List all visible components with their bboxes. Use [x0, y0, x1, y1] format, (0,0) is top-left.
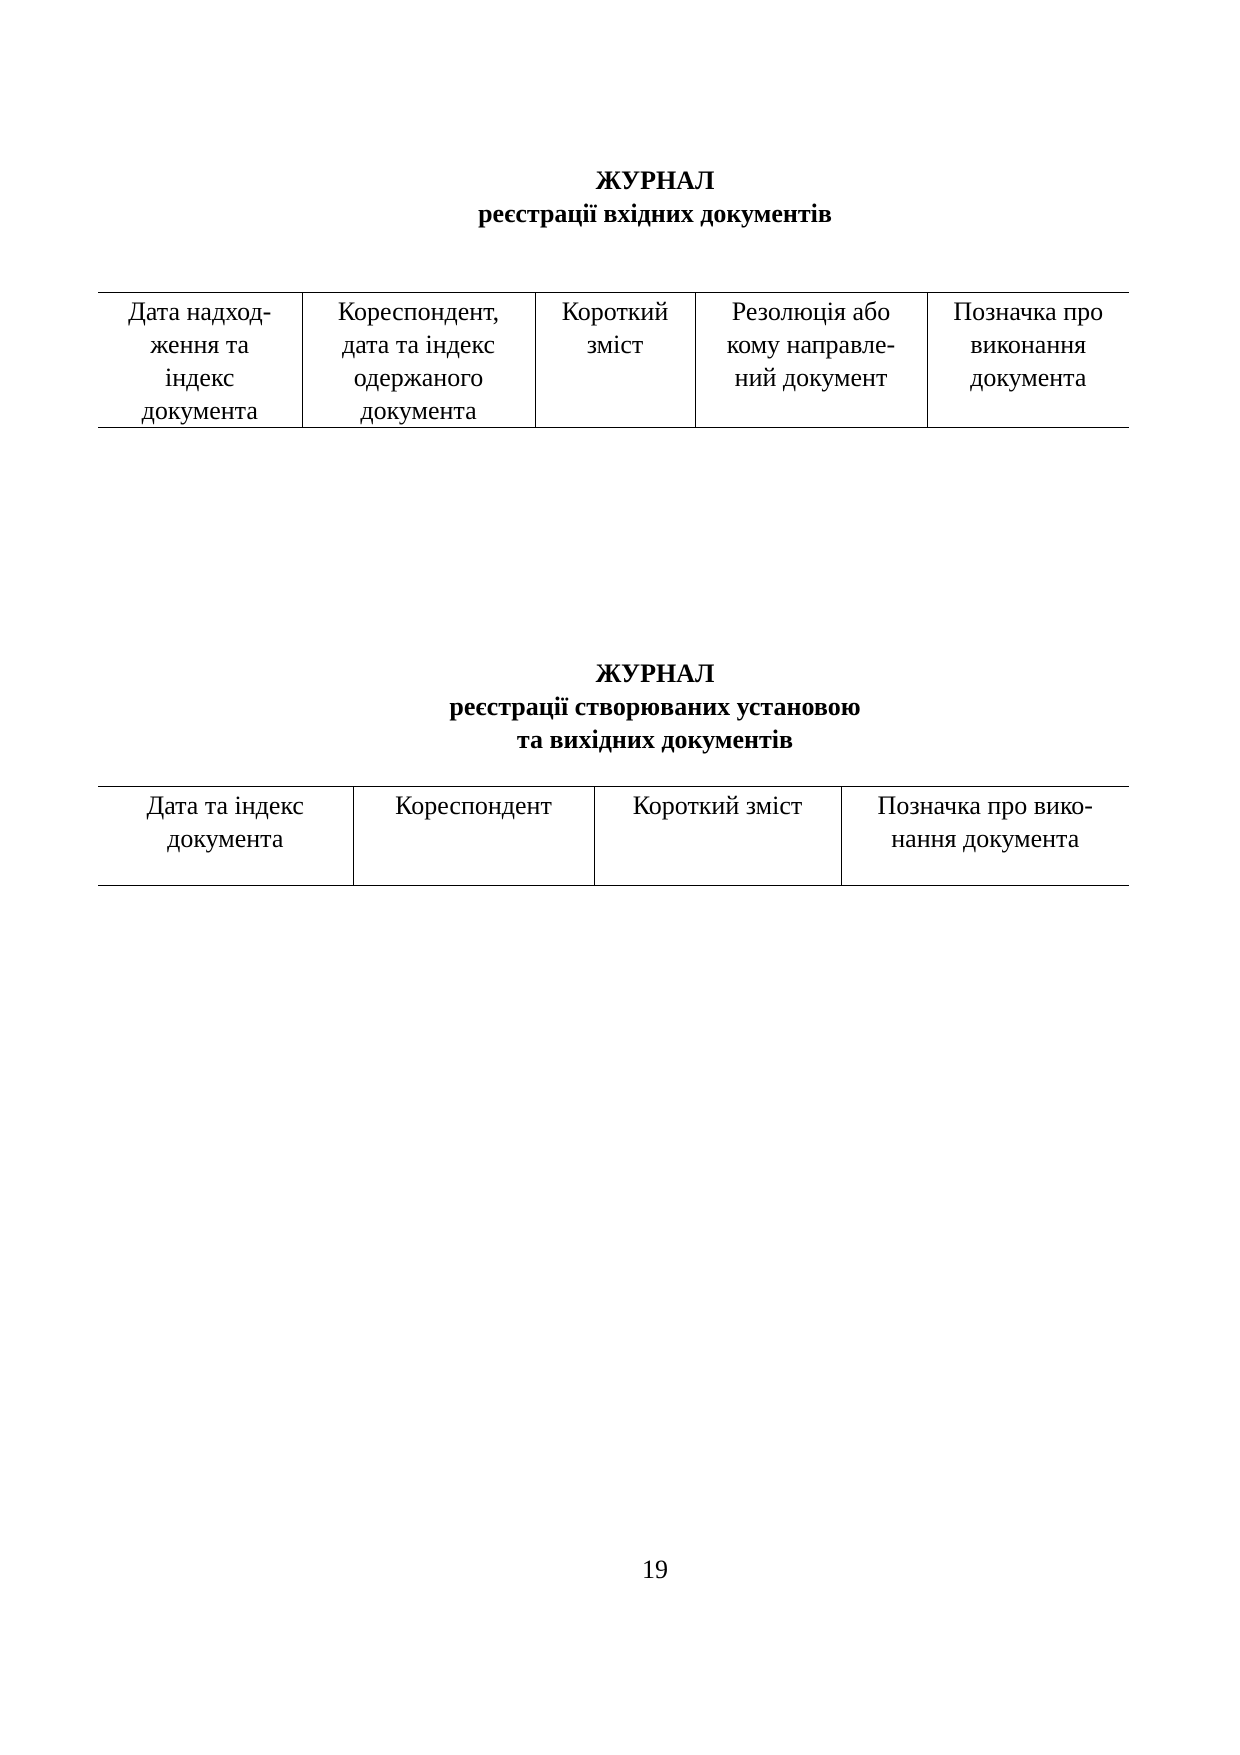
column-header-resolution: Резолюція або кому направле- ний документ: [695, 293, 927, 428]
column-header-correspondent: Кореспондент: [353, 787, 594, 886]
column-header-execution-mark: Позначка про виконання документа: [927, 293, 1129, 428]
column-header-date-index: Дата та індекс документа: [146, 791, 304, 853]
table-header-row: [98, 293, 1129, 428]
column-header-summary: Короткий зміст: [535, 293, 695, 428]
incoming-journal-table: [98, 292, 1129, 428]
outgoing-journal-subtitle-line2: та вихідних документів: [516, 725, 794, 754]
column-header-execution-mark: Позначка про вико- нання документа: [841, 787, 1129, 886]
incoming-journal-subtitle: реєстрації вхідних документів: [478, 199, 832, 228]
outgoing-journal-heading: [0, 657, 1240, 756]
column-header-receipt-date-index: Дата надход- ження та індекс документа: [128, 297, 272, 425]
column-header-correspondent: Кореспондент, дата та індекс одержаного документа: [302, 293, 535, 428]
outgoing-journal-title: ЖУРНАЛ: [595, 659, 715, 688]
column-header-summary: Короткий зміст: [594, 787, 841, 886]
outgoing-journal-subtitle-line1: реєстрації створюваних установою: [449, 692, 861, 721]
table-header-row: [98, 787, 1129, 886]
incoming-journal-title: ЖУРНАЛ: [595, 166, 715, 195]
incoming-journal-heading: [0, 164, 1240, 230]
page-number: 19: [642, 1555, 668, 1584]
outgoing-journal-table: [98, 786, 1129, 886]
